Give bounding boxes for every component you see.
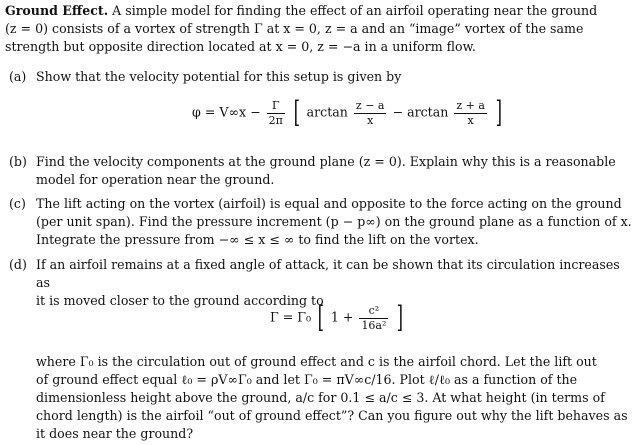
closing-line: chord length) is the airfoil “out of ground effect”? Can you figure out why the lift behaves as bbox=[36, 408, 628, 423]
intro-line-1 bbox=[5, 2, 635, 20]
eq-phi-term1-frac bbox=[354, 99, 387, 128]
intro-text-1: A simple model for finding the effect of an airfoil operating near the ground bbox=[112, 3, 598, 18]
equation-circulation bbox=[270, 300, 406, 335]
right-bracket: ] bbox=[495, 95, 503, 130]
item-line: The lift acting on the vortex (airfoil) is equal and opposite to the force acting on the ground bbox=[36, 196, 622, 211]
item-line: model for operation near the ground. bbox=[36, 172, 275, 187]
left-bracket: [ bbox=[293, 95, 300, 130]
closing-line: it does near the ground? bbox=[36, 426, 194, 441]
eq-phi-term1-num: z − a bbox=[355, 98, 385, 112]
eq-phi-term2-fn: arctan bbox=[407, 104, 449, 120]
item-body bbox=[36, 256, 635, 310]
eq-gamma-frac bbox=[359, 304, 388, 333]
equation-velocity-potential bbox=[192, 95, 505, 130]
item-body bbox=[36, 195, 635, 249]
item-label: (b) bbox=[9, 154, 27, 169]
item-label: (c) bbox=[9, 196, 26, 211]
item-line: Show that the velocity potential for this setup is given by bbox=[36, 69, 402, 84]
closing-line: of ground effect equal ℓ₀ = ρV∞Γ₀ and let Γ₀ = πV∞c/16. Plot ℓ/ℓ₀ as a function of the bbox=[36, 372, 578, 387]
intro-line-3: strength but opposite direction located at x = 0, z = −a in a uniform flow. bbox=[5, 39, 476, 54]
item-line: Integrate the pressure from −∞ ≤ x ≤ ∞ to find the lift on the vortex. bbox=[36, 232, 479, 247]
closing-line: dimensionless height above the ground, a/c for 0.1 ≤ a/c ≤ 3. At what height (in terms of bbox=[36, 390, 605, 405]
item-label: (d) bbox=[9, 257, 27, 272]
item-line: If an airfoil remains at a fixed angle of attack, it can be shown that its circulation increases as bbox=[36, 257, 620, 290]
item-line: Find the velocity components at the ground plane (z = 0). Explain why this is a reasonable bbox=[36, 154, 616, 169]
eq-phi-coef-num: Γ bbox=[267, 99, 285, 114]
eq-phi-term1-fn: arctan bbox=[306, 104, 348, 120]
eq-phi-term1-den: x bbox=[367, 113, 374, 127]
closing-line: where Γ₀ is the circulation out of ground effect and c is the airfoil chord. Let the lift out bbox=[36, 354, 597, 369]
problem-title: Ground Effect. bbox=[5, 3, 109, 18]
left-bracket: [ bbox=[317, 300, 325, 335]
item-label: (a) bbox=[9, 69, 27, 84]
intro-paragraph bbox=[5, 2, 635, 56]
eq-phi-lhs: φ = V∞x − bbox=[192, 104, 261, 120]
eq-gamma-lhs: Γ = Γ₀ bbox=[270, 309, 312, 325]
right-bracket: ] bbox=[397, 300, 404, 335]
eq-phi-term2-frac bbox=[454, 99, 487, 128]
eq-phi-coef-den: 2π bbox=[268, 113, 283, 127]
intro-line-2: (z = 0) consists of a vortex of strength Γ at x = 0, z = a and an “image” vortex of the same bbox=[5, 21, 584, 36]
eq-phi-minus: − bbox=[392, 104, 404, 120]
eq-phi-coef bbox=[267, 99, 285, 128]
eq-gamma-den: 16a² bbox=[361, 318, 387, 332]
item-body bbox=[36, 68, 635, 86]
eq-gamma-num: c² bbox=[359, 304, 388, 319]
item-line: it is moved closer to the ground according to bbox=[36, 293, 324, 308]
eq-gamma-one-plus: 1 + bbox=[330, 309, 354, 325]
item-body bbox=[36, 153, 635, 189]
item-line: (per unit span). Find the pressure increment (p − p∞) on the ground plane as a function of x. bbox=[36, 214, 632, 229]
eq-phi-term2-den: x bbox=[467, 113, 474, 127]
eq-phi-term2-num: z + a bbox=[456, 98, 485, 112]
closing-paragraph bbox=[36, 353, 635, 443]
